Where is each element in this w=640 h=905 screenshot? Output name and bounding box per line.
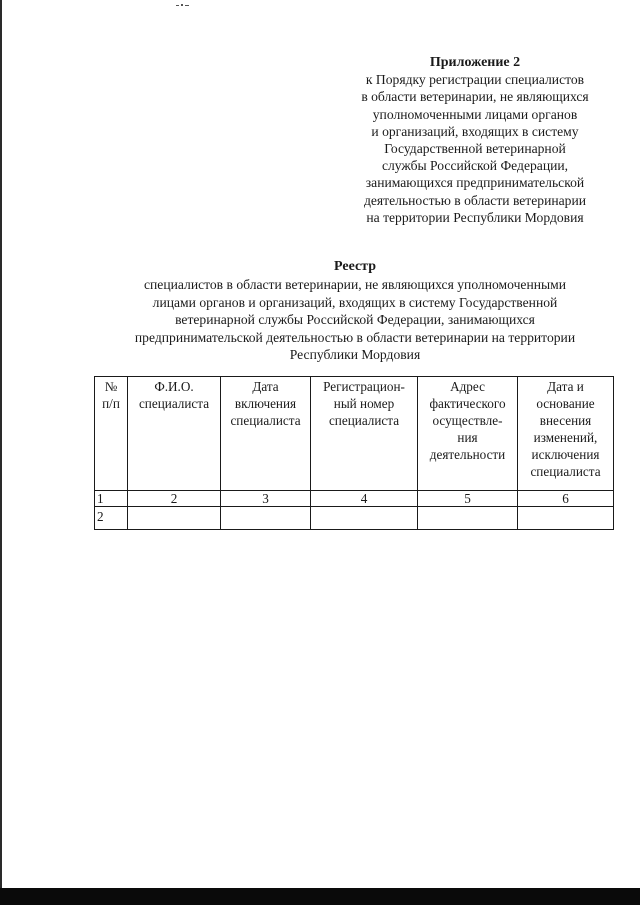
header-cell-number: [95, 377, 128, 491]
registry-table: [94, 376, 614, 530]
register-subtitle-line: Республики Мордовия: [289, 347, 421, 363]
table-cell-inclusion-date: [221, 507, 311, 530]
scan-speck: [176, 4, 190, 8]
header-line: специалиста: [328, 413, 400, 428]
appendix-line: к Порядку регистрации специалистов: [365, 72, 585, 88]
register-subtitle-line: предпринимательской деятельностью в области ветеринарии на территории: [134, 329, 576, 345]
header-line: Регистрацион-: [323, 379, 405, 394]
appendix-line: уполномоченными лицами органов: [372, 106, 578, 122]
register-subtitle-line: ветеринарной службы Российской Федерации, занимающихся: [175, 312, 535, 328]
header-cell-name: [128, 377, 221, 491]
appendix-line: занимающихся предпринимательской: [365, 175, 585, 191]
scan-left-edge: [0, 0, 2, 905]
appendix-line: и организаций, входящих в систему: [371, 123, 579, 139]
appendix-line: службы Российской Федерации,: [381, 158, 569, 174]
appendix-line: на территории Республики Мордовия: [366, 209, 584, 225]
header-cell-inclusion-date: [221, 377, 311, 491]
appendix-title: Приложение 2: [429, 55, 521, 70]
header-line: деятельности: [429, 447, 506, 462]
table-cell-name: [128, 507, 221, 530]
header-cell-change-date: [518, 377, 614, 491]
header-line: фактического: [429, 396, 506, 411]
scan-bottom-bar: [0, 888, 640, 905]
column-number-cell: 4: [311, 491, 418, 507]
column-number-cell: 6: [518, 491, 614, 507]
appendix-block: [330, 54, 620, 226]
appendix-line: Государственной ветеринарной: [384, 141, 566, 157]
header-line: ный номер: [333, 396, 395, 411]
header-line: специалиста: [138, 396, 210, 411]
register-heading: [95, 258, 615, 363]
table-cell-registration-number: [311, 507, 418, 530]
header-line: изменений,: [533, 430, 598, 445]
column-number-cell: 1: [95, 491, 128, 507]
header-line: №: [104, 379, 118, 394]
header-line: осуществле-: [432, 413, 503, 428]
header-line: Адрес: [450, 379, 485, 394]
register-subtitle-line: лицами органов и организаций, входящих в систему Государственной: [152, 294, 558, 310]
appendix-line: деятельностью в области ветеринарии: [363, 192, 587, 208]
table-header-row: [95, 377, 614, 491]
header-cell-registration-number: [311, 377, 418, 491]
header-line: специалиста: [530, 464, 601, 479]
header-cell-address: [418, 377, 518, 491]
column-number-cell: 3: [221, 491, 311, 507]
header-line: специалиста: [230, 413, 301, 428]
header-line: включения: [234, 396, 297, 411]
header-line: исключения: [531, 447, 600, 462]
column-number-cell: 5: [418, 491, 518, 507]
register-subtitle-line: специалистов в области ветеринарии, не являющихся уполномоченными: [143, 277, 567, 293]
table-cell-number: 2: [95, 507, 128, 530]
table-row: [95, 507, 614, 530]
column-number-row: [95, 491, 614, 507]
column-number-cell: 2: [128, 491, 221, 507]
table-cell-address: [418, 507, 518, 530]
header-line: Дата: [252, 379, 279, 394]
appendix-line: в области ветеринарии, не являющихся: [361, 89, 589, 105]
table-cell-change-date: [518, 507, 614, 530]
header-line: п/п: [102, 396, 120, 411]
header-line: внесения: [539, 413, 592, 428]
register-title: Реестр: [333, 259, 376, 274]
header-line: ния: [457, 430, 478, 445]
header-line: Ф.И.О.: [154, 379, 194, 394]
header-line: Дата и: [547, 379, 584, 394]
header-line: основание: [536, 396, 595, 411]
